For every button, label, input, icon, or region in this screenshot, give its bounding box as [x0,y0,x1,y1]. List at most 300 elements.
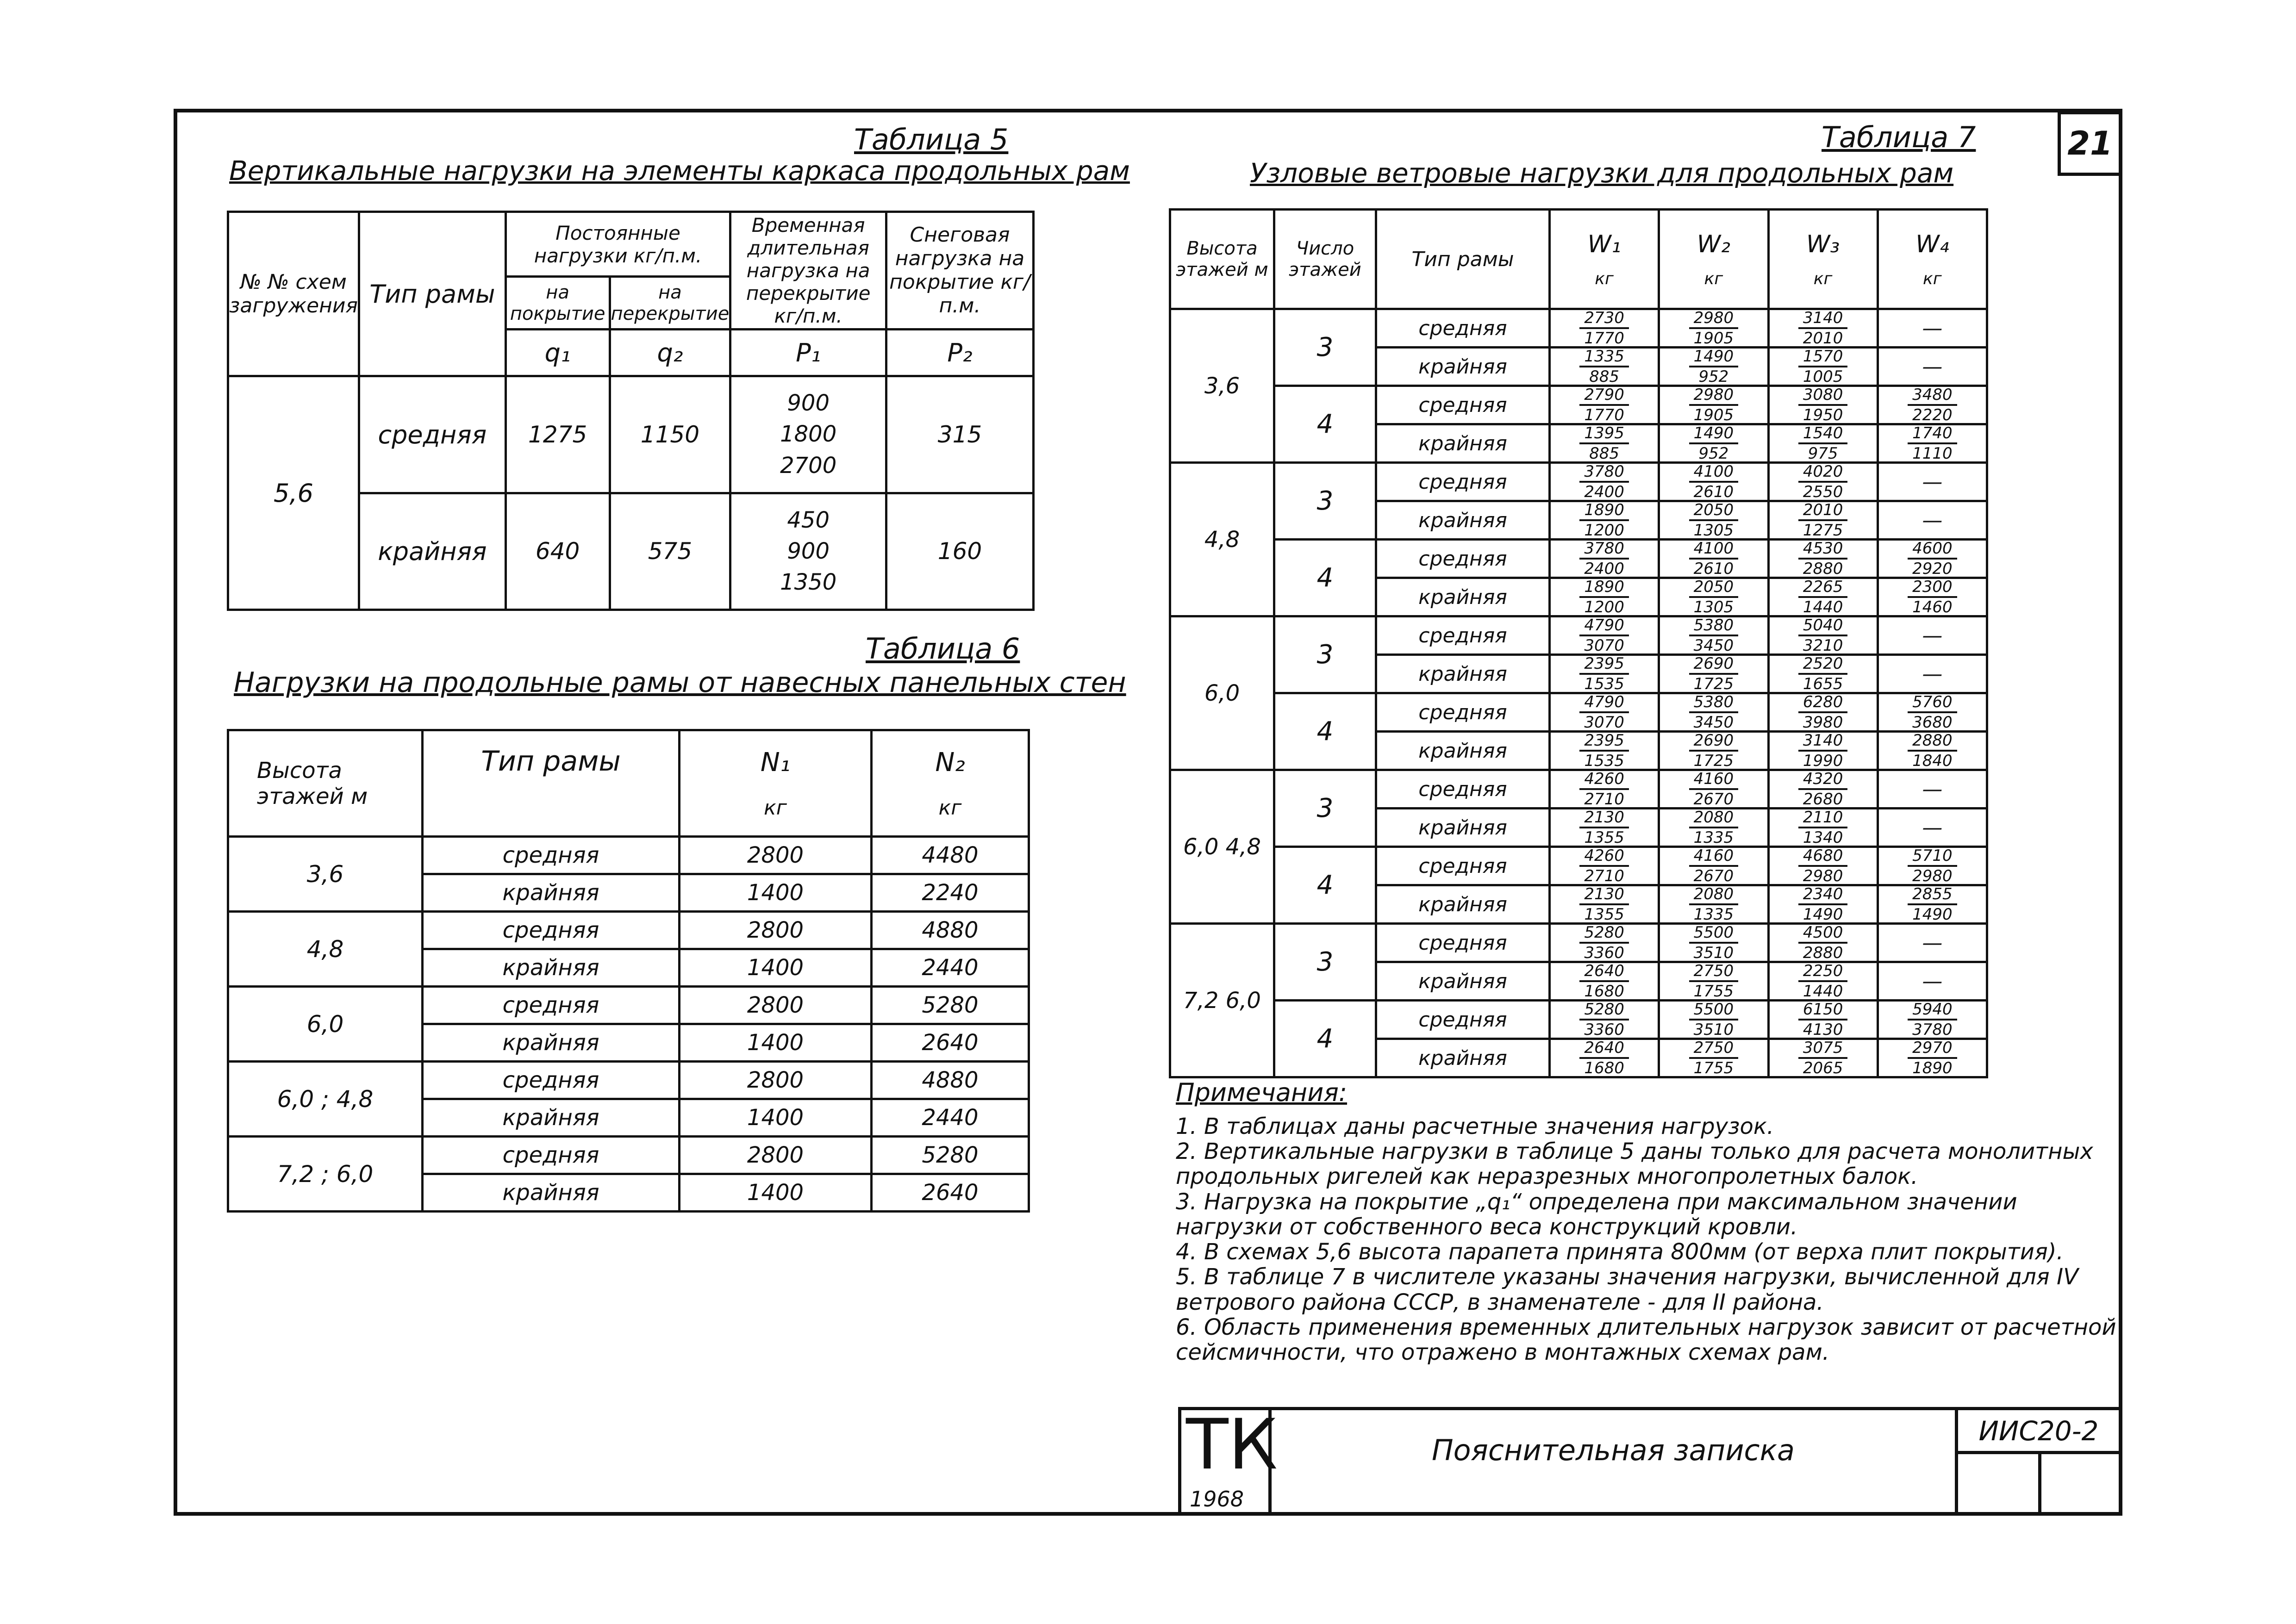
t7-type: средняя [1376,386,1550,424]
t7-w4-dash: — [1878,770,1987,809]
t7-head-floors: Число этажей [1274,210,1376,309]
t6-n1: 2800 [680,1137,872,1174]
t7-w3 [1768,1001,1878,1039]
t7-w1 [1550,386,1659,424]
t7-w2-denominator: 3450 [1693,636,1734,655]
t7-w1-denominator: 3360 [1584,1020,1624,1039]
table5 [227,211,1035,611]
t5-scheme: 5,6 [228,376,359,610]
t7-w4-fraction [1908,1040,1957,1076]
t7-row [1170,847,1987,885]
t7-w1-fraction [1579,1002,1629,1038]
t7-w4 [1878,578,1987,616]
t7-height: 4,8 [1170,463,1274,616]
t7-type: средняя [1376,463,1550,501]
t7-w4-dash: — [1878,348,1987,386]
t7-w2-numerator: 4100 [1689,541,1739,560]
t7-w4-denominator: 1890 [1912,1059,1953,1077]
t5-type: средняя [359,376,505,493]
t7-w1-numerator: 4260 [1579,771,1629,790]
t7-w4-denominator: 2920 [1912,560,1953,578]
t7-w2-denominator: 952 [1698,367,1729,386]
t7-w1 [1550,424,1659,463]
t7-w3-numerator: 1540 [1798,425,1848,444]
t7-height: 7,2 6,0 [1170,924,1274,1077]
t7-w4-fraction [1908,541,1957,577]
t7-w2-fraction [1689,656,1739,692]
t7-w3 [1768,578,1878,616]
t7-floors: 3 [1274,463,1376,540]
t7-w4-fraction [1908,694,1957,730]
t7-w2-numerator: 2690 [1689,656,1739,675]
t7-floors: 3 [1274,616,1376,693]
t6-n2: 4480 [872,837,1029,874]
t5-p1 [730,493,886,610]
t7-type: крайняя [1376,424,1550,463]
t7-w4-denominator: 1460 [1912,598,1953,616]
t7-w1-numerator: 2730 [1579,310,1629,329]
t6-type: крайняя [423,949,680,987]
t6-type: средняя [423,1137,680,1174]
t7-w3-numerator: 2265 [1798,579,1848,598]
t7-type: средняя [1376,693,1550,732]
t7-w1-numerator: 2395 [1579,733,1629,752]
t7-w4-numerator: 1740 [1908,425,1957,444]
table7-title: Узловые ветровые нагрузки для продольных рам [1250,157,1954,189]
t7-floors: 3 [1274,309,1376,386]
t7-w3-fraction [1798,617,1848,653]
t7-w1-fraction [1579,963,1629,999]
t6-type: средняя [423,912,680,949]
t7-w1-denominator: 2400 [1584,483,1624,501]
t6-type: средняя [423,987,680,1024]
t7-w1 [1550,732,1659,770]
t7-w2-numerator: 5500 [1689,925,1739,944]
t7-w3-numerator: 4500 [1798,925,1848,944]
t7-w2-denominator: 1305 [1693,598,1734,616]
t7-w1-denominator: 1200 [1584,521,1624,540]
t7-w1-denominator: 2710 [1584,867,1624,885]
t7-w4-numerator: 5940 [1908,1002,1957,1020]
notes-heading: Примечания: [1176,1078,1348,1107]
t7-w2 [1659,655,1768,693]
t7-w1-label: W₁ [1587,230,1621,258]
t7-w3-fraction [1798,1040,1848,1076]
t7-w1-numerator: 2640 [1579,963,1629,982]
t7-w3 [1768,847,1878,885]
t7-w4-numerator: 4600 [1908,541,1957,560]
t7-w3-fraction [1798,963,1848,999]
t7-w2-numerator: 2050 [1689,502,1739,521]
t7-w1-fraction [1579,809,1629,846]
t7-w4-numerator: 5710 [1908,848,1957,867]
t7-w1-denominator: 1680 [1584,982,1624,1001]
t7-w2-numerator: 2080 [1689,886,1739,905]
t7-w4-denominator: 3780 [1912,1020,1953,1039]
t7-w2-numerator: 1490 [1689,348,1739,367]
t7-w3 [1768,885,1878,924]
t7-w4-fraction [1908,848,1957,884]
t7-head-type: Тип рамы [1376,210,1550,309]
t7-w1-fraction [1579,348,1629,385]
t5-p2: 160 [886,493,1034,610]
t7-row [1170,463,1987,501]
t7-w3 [1768,616,1878,655]
t7-w2 [1659,616,1768,655]
t7-w4-denominator: 2220 [1912,406,1953,424]
t7-w2-denominator: 3450 [1693,713,1734,732]
t5-p1-value: 1800 [780,421,837,448]
t6-height: 6,0 [228,987,423,1062]
t7-w3-numerator: 6150 [1798,1002,1848,1020]
t7-w3-denominator: 1490 [1803,905,1843,924]
t6-head-height: Высота этажей м [228,730,423,837]
t7-w2-fraction [1689,464,1739,500]
t7-w1-denominator: 1355 [1584,828,1624,847]
t7-w3-denominator: 1440 [1803,982,1843,1001]
t7-w2-denominator: 2670 [1693,790,1734,809]
t5-p1-value: 900 [787,538,830,564]
t7-w1-denominator: 1770 [1584,329,1624,348]
t7-type: средняя [1376,540,1550,578]
t6-n2-label: N₂ [935,747,965,778]
t7-w3 [1768,1039,1878,1077]
t7-type: средняя [1376,309,1550,348]
t7-w3-fraction [1798,310,1848,346]
t7-w1-denominator: 1200 [1584,598,1624,616]
t7-w1 [1550,655,1659,693]
t7-head-w4 [1878,210,1987,309]
t5-head-perm: Постоянные нагрузки кг/п.м. [505,212,730,277]
t7-w3-fraction [1798,848,1848,884]
t7-w1-fraction [1579,387,1629,423]
t7-w1-numerator: 2130 [1579,886,1629,905]
t7-w2-denominator: 1755 [1693,1059,1734,1077]
t6-type: крайняя [423,1099,680,1137]
t7-w2-fraction [1689,848,1739,884]
stamp-code-box [1955,1410,2119,1512]
t7-w1-denominator: 885 [1589,444,1620,463]
t7-w4 [1878,1001,1987,1039]
t6-type: крайняя [423,1174,680,1212]
t7-w3-denominator: 3980 [1803,713,1843,732]
t7-w2-numerator: 2750 [1689,963,1739,982]
t7-w3 [1768,424,1878,463]
t7-w1 [1550,463,1659,501]
t7-w3 [1768,962,1878,1001]
t7-w2-unit: кг [1704,269,1723,288]
t7-w1-numerator: 4790 [1579,694,1629,713]
t7-w3 [1768,348,1878,386]
t7-w1-fraction [1579,425,1629,461]
t7-height: 6,0 [1170,616,1274,770]
t7-w4-fraction [1908,579,1957,615]
note-6: 6. Область применения временных длительных нагрузок зависит от расчетной сейсмичности, что отражено в монтажных схемах рам. [1176,1314,2116,1366]
t7-w2-numerator: 4100 [1689,464,1739,483]
t7-w3-unit: кг [1813,269,1833,288]
t7-w2-numerator: 2750 [1689,1040,1739,1059]
t7-w4-dash: — [1878,655,1987,693]
t7-w1-fraction [1579,733,1629,769]
t7-w3-numerator: 4680 [1798,848,1848,867]
t7-w1 [1550,309,1659,348]
t7-type: крайняя [1376,501,1550,540]
t5-row [228,376,1034,493]
t7-w2-fraction [1689,886,1739,922]
t7-type: крайняя [1376,348,1550,386]
t7-w1-numerator: 2130 [1579,809,1629,828]
t7-w3-numerator: 2520 [1798,656,1848,675]
t7-w2-fraction [1689,617,1739,653]
t7-w4 [1878,885,1987,924]
t7-w2 [1659,501,1768,540]
t7-w3 [1768,924,1878,962]
t7-w1-numerator: 1395 [1579,425,1629,444]
t7-w2-fraction [1689,694,1739,730]
t7-w3-denominator: 2010 [1803,329,1843,348]
t7-w1-fraction [1579,579,1629,615]
t7-w3-denominator: 1655 [1803,675,1843,693]
t5-q1: 1275 [505,376,610,493]
t7-w1-fraction [1579,617,1629,653]
t7-type: крайняя [1376,655,1550,693]
t7-w1 [1550,1039,1659,1077]
t7-w1-denominator: 1535 [1584,752,1624,770]
t7-w1-numerator: 3780 [1579,541,1629,560]
t7-w3 [1768,463,1878,501]
t7-w4 [1878,693,1987,732]
t7-w1-fraction [1579,848,1629,884]
title-block [1178,1407,2122,1516]
t7-w1 [1550,962,1659,1001]
t7-w2-denominator: 1335 [1693,828,1734,847]
page-number: 21 [2058,111,2122,176]
t7-w3-numerator: 2110 [1798,809,1848,828]
t7-w4-numerator: 3480 [1908,387,1957,406]
t5-p1-value: 2700 [780,452,837,479]
t7-w4 [1878,1039,1987,1077]
t7-w2-numerator: 2080 [1689,809,1739,828]
t7-w3 [1768,540,1878,578]
t7-w1-denominator: 3070 [1584,713,1624,732]
t7-w3-denominator: 1005 [1803,367,1843,386]
t7-w2-fraction [1689,310,1739,346]
t7-w1 [1550,885,1659,924]
t7-w1-numerator: 2640 [1579,1040,1629,1059]
t7-w3-fraction [1798,502,1848,538]
t7-w4 [1878,424,1987,463]
t7-w3-denominator: 1340 [1803,828,1843,847]
t7-w2-numerator: 4160 [1689,848,1739,867]
t5-p1-value: 900 [787,390,830,417]
t7-height: 3,6 [1170,309,1274,463]
t7-w1-numerator: 5280 [1579,1002,1629,1020]
t7-w3-numerator: 2340 [1798,886,1848,905]
stamp-title: Пояснительная записка [1431,1433,1795,1467]
t6-n1: 1400 [680,1174,872,1212]
t6-n2: 4880 [872,1062,1029,1099]
t6-height: 7,2 ; 6,0 [228,1137,423,1212]
t7-w4-dash: — [1878,809,1987,847]
t7-w1-denominator: 3070 [1584,636,1624,655]
t7-w3-fraction [1798,541,1848,577]
t7-w3-fraction [1798,425,1848,461]
t7-w2-fraction [1689,425,1739,461]
t7-w3-denominator: 1950 [1803,406,1843,424]
t7-w2-denominator: 1725 [1693,675,1734,693]
t6-head-type: Тип рамы [423,730,680,837]
t6-n2: 5280 [872,987,1029,1024]
t7-w3-fraction [1798,387,1848,423]
t7-w3-numerator: 5040 [1798,617,1848,636]
t7-w3-denominator: 4130 [1803,1020,1843,1039]
t5-sym-p2: P₂ [886,329,1034,376]
t7-w2-fraction [1689,1040,1739,1076]
t7-w2-denominator: 1905 [1693,406,1734,424]
t7-w4-denominator: 1110 [1912,444,1953,463]
t7-w2 [1659,924,1768,962]
t7-floors: 4 [1274,847,1376,924]
t6-row [228,1137,1029,1174]
t7-w4-fraction [1908,425,1957,461]
tk-mark: ТК [1186,1405,1278,1485]
t7-w1 [1550,348,1659,386]
t7-w1 [1550,809,1659,847]
t7-w4-numerator: 2880 [1908,733,1957,752]
t6-head-n1 [680,730,872,837]
t7-w4-numerator: 5760 [1908,694,1957,713]
t6-n2: 2640 [872,1024,1029,1062]
t7-header-row [1170,210,1987,309]
t7-w4-numerator: 2855 [1908,886,1957,905]
t7-w3-numerator: 4320 [1798,771,1848,790]
t7-w3-denominator: 2680 [1803,790,1843,809]
t7-w2-denominator: 1755 [1693,982,1734,1001]
t7-w1-numerator: 1890 [1579,579,1629,598]
t7-w3-denominator: 2065 [1803,1059,1843,1077]
t7-type: крайняя [1376,732,1550,770]
t5-head-snow: Снеговая нагрузка на покрытие кг/п.м. [886,212,1034,330]
t7-type: крайняя [1376,809,1550,847]
t7-w4 [1878,540,1987,578]
t7-w4-fraction [1908,1002,1957,1038]
t6-n2-unit: кг [938,796,962,820]
t7-w1 [1550,540,1659,578]
t7-w4-denominator: 1490 [1912,905,1953,924]
t7-w1-denominator: 2400 [1584,560,1624,578]
t7-w2-label: W₂ [1697,230,1730,258]
t7-type: крайняя [1376,962,1550,1001]
t7-w3-numerator: 1570 [1798,348,1848,367]
t6-head-n2 [872,730,1029,837]
t7-w3-denominator: 2550 [1803,483,1843,501]
t6-type: крайняя [423,1024,680,1062]
t7-w2-denominator: 3510 [1693,944,1734,962]
table7-label: Таблица 7 [1822,120,1976,154]
t5-q2: 575 [610,493,730,610]
t6-type: крайняя [423,874,680,912]
t7-w2 [1659,1001,1768,1039]
t5-p1-value: 1350 [780,569,837,595]
t7-w2 [1659,540,1768,578]
t6-type: средняя [423,837,680,874]
t7-w3 [1768,501,1878,540]
t7-floors: 4 [1274,540,1376,616]
t7-w2 [1659,1039,1768,1077]
t7-w4-fraction [1908,733,1957,769]
t7-w4-dash: — [1878,501,1987,540]
note-1: 1. В таблицах даны расчетные значения нагрузок. [1176,1114,1774,1140]
note-3: 3. Нагрузка на покрытие „q₁“ определена при максимальном значении нагрузки от собственного веса конструкций кровли. [1176,1188,2017,1240]
t7-w4-dash: — [1878,309,1987,348]
t7-w2 [1659,309,1768,348]
t7-w2-numerator: 5380 [1689,694,1739,713]
t7-w2-denominator: 3510 [1693,1020,1734,1039]
t6-n1-label: N₁ [760,747,791,778]
t7-w1-fraction [1579,1040,1629,1076]
t7-type: средняя [1376,924,1550,962]
t7-w3-fraction [1798,809,1848,846]
t7-w3 [1768,693,1878,732]
t7-w3-numerator: 2010 [1798,502,1848,521]
t7-w1-numerator: 1890 [1579,502,1629,521]
t6-n2: 2640 [872,1174,1029,1212]
t7-w3-fraction [1798,886,1848,922]
t7-w2-fraction [1689,771,1739,807]
t7-w4 [1878,386,1987,424]
t7-w1-denominator: 1535 [1584,675,1624,693]
t7-w1-fraction [1579,886,1629,922]
t7-w2-denominator: 2670 [1693,867,1734,885]
t7-w1 [1550,1001,1659,1039]
t7-w2-fraction [1689,579,1739,615]
t6-n2: 2440 [872,949,1029,987]
t7-w1-fraction [1579,925,1629,961]
t7-w4-label: W₄ [1915,230,1949,258]
t7-w3-fraction [1798,1002,1848,1038]
t7-w2-numerator: 5500 [1689,1002,1739,1020]
t7-row [1170,1001,1987,1039]
t5-sym-q2: q₂ [610,329,730,376]
t6-n1: 2800 [680,1062,872,1099]
t7-w3 [1768,386,1878,424]
notes [1176,1078,2129,1365]
t7-w3-denominator: 975 [1808,444,1838,463]
t7-w3-label: W₃ [1806,230,1840,258]
t7-type: крайняя [1376,885,1550,924]
t7-w2 [1659,809,1768,847]
t7-w1-numerator: 2395 [1579,656,1629,675]
t5-sym-q1: q₁ [505,329,610,376]
note-2: 2. Вертикальные нагрузки в таблице 5 даны только для расчета монолитных продольных ригелей как неразрезных многопролетных балок. [1176,1139,2093,1190]
t7-w3-fraction [1798,348,1848,385]
t7-w4-denominator: 1840 [1912,752,1953,770]
t7-w2-numerator: 1490 [1689,425,1739,444]
t7-w3-denominator: 2880 [1803,944,1843,962]
t7-w3-numerator: 4530 [1798,541,1848,560]
t7-w3-denominator: 1440 [1803,598,1843,616]
t6-n2: 2240 [872,874,1029,912]
t7-w3-denominator: 2880 [1803,560,1843,578]
t6-n1: 1400 [680,1099,872,1137]
t7-w1-fraction [1579,771,1629,807]
t7-w4-fraction [1908,387,1957,423]
t7-w2 [1659,693,1768,732]
t6-row [228,912,1029,949]
table7 [1169,208,1988,1078]
t7-type: крайняя [1376,578,1550,616]
t7-w1 [1550,847,1659,885]
